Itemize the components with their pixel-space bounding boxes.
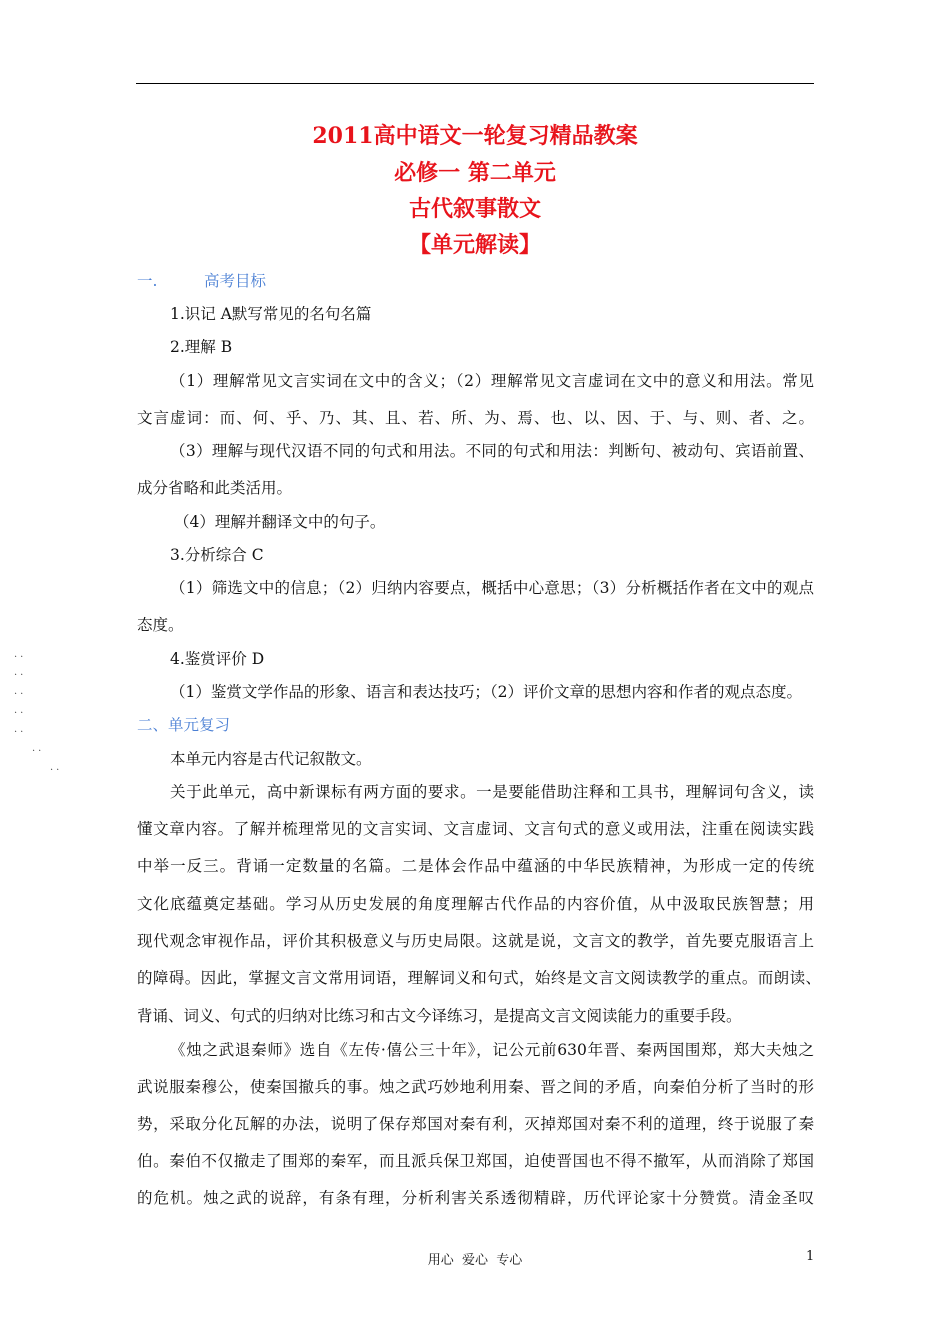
para-line: 文言虚词：而、何、乎、乃、其、且、若、所、为、焉、也、以、因、于、与、则、者、之。 — [137, 409, 814, 427]
para-line: 现代观念审视作品，评价其积极意义与历史局限。这就是说，文言文的教学，首先要克服语言上 — [137, 932, 814, 950]
para-line: 懂文章内容。了解并梳理常见的文言实词、文言虚词、文言句式的意义或用法，注重在阅读实践 — [137, 820, 814, 838]
section2-heading: 二、单元复习 — [137, 716, 231, 734]
para-line: （1）筛选文中的信息；（2）归纳内容要点，概括中心意思；（3）分析概括作者在文中的观点 — [170, 579, 814, 597]
margin-dots: ·· — [14, 708, 27, 719]
para-line: 文化底蕴奠定基础。学习从历史发展的角度理解古代作品的内容价值，从中汲取民族智慧；用 — [137, 895, 814, 913]
margin-dots: ·· — [32, 746, 45, 757]
para-line: 1.识记 A默写常见的名句名篇 — [170, 305, 372, 323]
para-line: 3.分析综合 C — [170, 546, 264, 564]
para-line: 背诵、词义、句式的归纳对比练习和古文今译练习，是提高文言文阅读能力的重要手段。 — [137, 1007, 742, 1025]
para-line: 态度。 — [137, 616, 184, 634]
margin-dots: ·· — [14, 670, 27, 681]
para-line: 《烛之武退秦师》选自《左传·僖公三十年》，记公元前630年晋、秦两国围郑，郑大夫烛之 — [170, 1041, 814, 1059]
para-line: 中举一反三。背诵一定数量的名篇。二是体会作品中蕴涵的中华民族精神，为形成一定的传统 — [137, 857, 814, 875]
para-line: 武说服秦穆公，使秦国撤兵的事。烛之武巧妙地利用秦、晋之间的矛盾，向秦伯分析了当时的形 — [137, 1078, 814, 1096]
margin-dots: ·· — [14, 727, 27, 738]
para-line: （3）理解与现代汉语不同的句式和用法。不同的句式和用法：判断句、被动句、宾语前置、 — [170, 442, 814, 460]
para-line: 本单元内容是古代记叙散文。 — [170, 750, 372, 768]
doc-section-title: 【单元解读】 — [408, 232, 541, 258]
doc-subtitle: 必修一 第二单元 — [394, 160, 556, 186]
para-line: 势，采取分化瓦解的办法，说明了保存郑国对秦有利，灭掉郑国对秦不利的道理，终于说服了秦 — [137, 1115, 814, 1133]
margin-dots: ·· — [14, 689, 27, 700]
doc-title: 2011高中语文一轮复习精品教案 — [312, 123, 638, 149]
doc-unit-title: 古代叙事散文 — [408, 196, 541, 222]
para-line: 的危机。烛之武的说辞，有条有理，分析利害关系透彻精辟，历代评论家十分赞赏。清金圣叹 — [137, 1189, 814, 1207]
margin-dots: ·· — [14, 652, 27, 663]
page-number: 1 — [806, 1249, 815, 1264]
footer-motto: 用心 爱心 专心 — [427, 1253, 523, 1268]
para-line: 关于此单元，高中新课标有两方面的要求。一是要能借助注释和工具书，理解词句含义，读 — [170, 783, 814, 801]
section1-heading: 高考目标 — [204, 272, 267, 290]
para-line: 的障碍。因此，掌握文言文常用词语，理解词义和句式，始终是文言文阅读教学的重点。而朗读、 — [137, 969, 821, 987]
para-line: 4.鉴赏评价 D — [170, 650, 265, 668]
margin-dots: ·· — [50, 765, 63, 776]
header-rule — [136, 83, 814, 84]
para-line: 2.理解 B — [170, 338, 233, 356]
para-line: （4）理解并翻译文中的句子。 — [174, 513, 386, 531]
section1-num: 一. — [137, 272, 158, 290]
para-line: 成分省略和此类活用。 — [137, 479, 293, 497]
para-line: 伯。秦伯不仅撤走了围郑的秦军，而且派兵保卫郑国，迫使晋国也不得不撤军，从而消除了郑国 — [137, 1152, 814, 1170]
para-line: （1）理解常见文言实词在文中的含义；（2）理解常见文言虚词在文中的意义和用法。常见 — [170, 372, 814, 390]
para-line: （1）鉴赏文学作品的形象、语言和表达技巧；（2）评价文章的思想内容和作者的观点态度。 — [170, 683, 802, 701]
